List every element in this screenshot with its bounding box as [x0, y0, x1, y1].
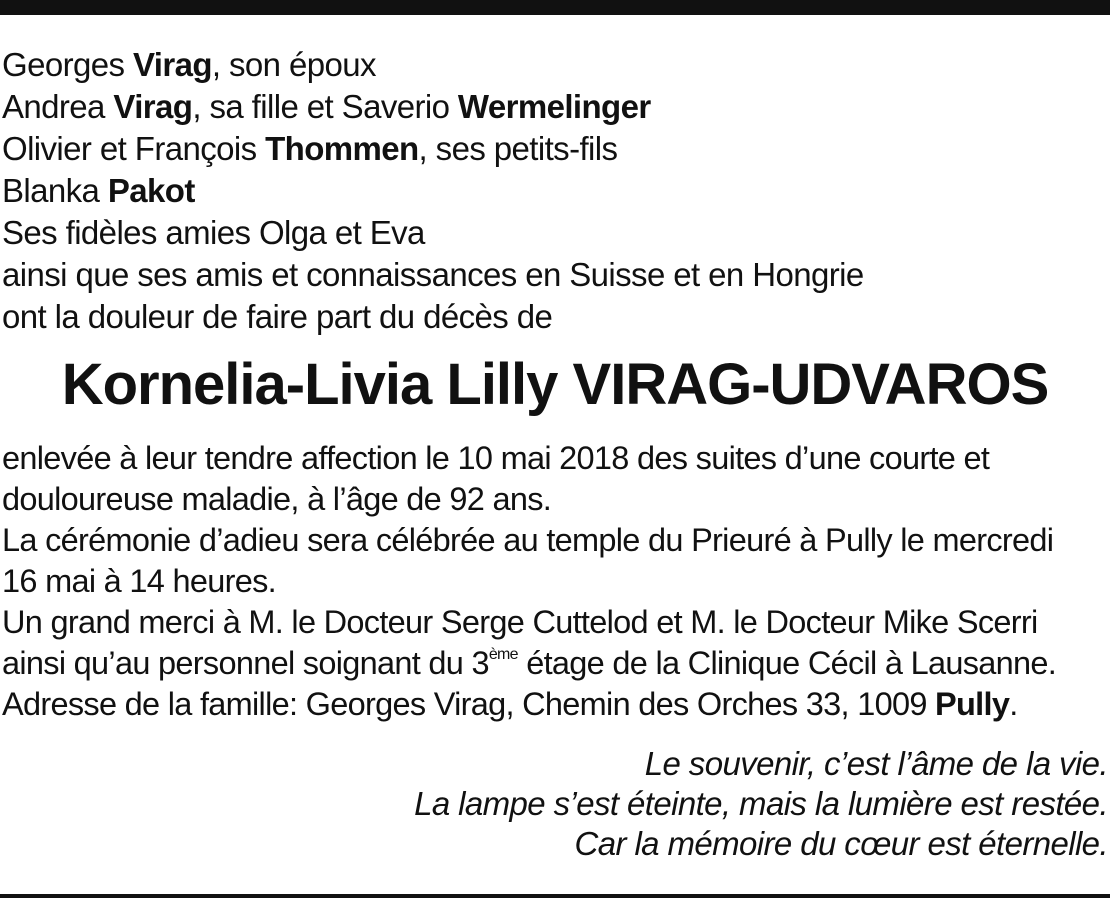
given-name: Blanka	[2, 172, 108, 209]
ordinal-superscript: ème	[488, 646, 518, 663]
top-rule	[0, 0, 1110, 15]
family-list	[2, 44, 864, 338]
relation: , ses petits-fils	[418, 130, 618, 167]
surname: Pakot	[107, 172, 195, 209]
given-name: Olivier et François	[2, 130, 266, 167]
surname: Virag	[132, 46, 212, 83]
body-line-3: La cérémonie d’adieu sera célébrée au temple du Prieuré à Pully le mercredi	[2, 522, 1054, 558]
body-line-6	[2, 643, 1108, 684]
family-line-5: Ses fidèles amies Olga et Eva	[2, 214, 425, 251]
quote-line-3: Car la mémoire du cœur est éternelle.	[574, 825, 1108, 862]
address-text: Adresse de la famille: Georges Virag, Chemin des Orches 33, 1009	[2, 686, 936, 722]
surname: Thommen	[265, 130, 419, 167]
family-line-7: ont la douleur de faire part du décès de	[2, 298, 553, 335]
address-city: Pully	[935, 686, 1010, 722]
body-line-1: enlevée à leur tendre affection le 10 mai 2018 des suites d’une courte et	[2, 440, 990, 476]
surname: Virag	[113, 88, 193, 125]
family-line-1	[2, 44, 864, 86]
family-line-2	[2, 86, 864, 128]
body-line-7	[2, 684, 1108, 725]
body-line-4: 16 mai à 14 heures.	[2, 563, 276, 599]
body-line-2: douloureuse maladie, à l’âge de 92 ans.	[2, 481, 552, 517]
relation: , son époux	[211, 46, 376, 83]
text-after: étage de la Clinique Cécil à Lausanne.	[517, 645, 1057, 681]
text-before: ainsi qu’au personnel soignant du 3	[2, 645, 489, 681]
announcement-body	[2, 438, 1108, 725]
family-line-4	[2, 170, 864, 212]
surname: Wermelinger	[457, 88, 651, 125]
given-name: Andrea	[2, 88, 114, 125]
family-line-3	[2, 128, 864, 170]
relation: , sa fille et Saverio	[192, 88, 458, 125]
bottom-rule	[0, 894, 1110, 898]
given-name: Georges	[2, 46, 133, 83]
quote-line-2: La lampe s’est éteinte, mais la lumière est restée.	[414, 785, 1108, 822]
quote-line-1: Le souvenir, c’est l’âme de la vie.	[644, 745, 1108, 782]
family-line-6: ainsi que ses amis et connaissances en Suisse et en Hongrie	[2, 256, 864, 293]
closing-quote	[414, 744, 1108, 864]
deceased-name: Kornelia-Livia Lilly VIRAG-UDVAROS	[61, 352, 1049, 417]
address-end: .	[1009, 686, 1018, 722]
body-line-5: Un grand merci à M. le Docteur Serge Cuttelod et M. le Docteur Mike Scerri	[2, 604, 1038, 640]
